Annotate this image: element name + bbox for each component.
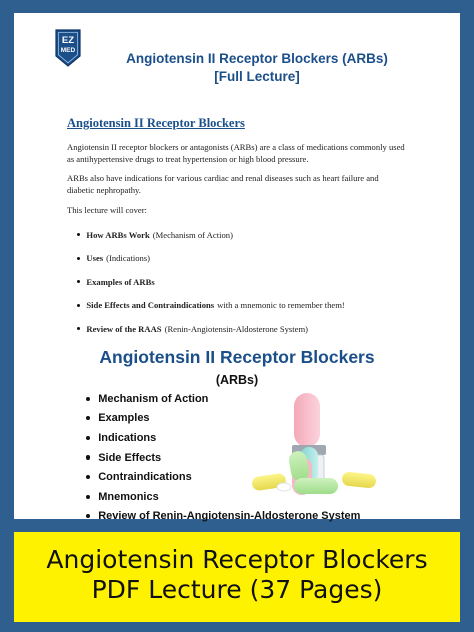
list-item-bold: How ARBs Work bbox=[86, 229, 150, 240]
list-item-bold: Uses bbox=[86, 253, 104, 264]
bullet-icon bbox=[77, 257, 80, 260]
bullet-icon bbox=[86, 455, 90, 459]
slide-item-label: Indications bbox=[98, 431, 157, 444]
bullet-icon bbox=[86, 436, 90, 440]
slide-title: Angiotensin II Receptor Blockers bbox=[99, 347, 375, 367]
list-item-text: (Mechanism of Action) bbox=[152, 229, 233, 240]
bullet-icon bbox=[77, 280, 80, 283]
slide-item bbox=[86, 507, 360, 527]
document-title bbox=[94, 50, 420, 86]
list-item bbox=[77, 247, 437, 271]
bullet-icon bbox=[86, 495, 90, 499]
bullet-icon bbox=[86, 397, 90, 401]
slide-item-label: Mechanism of Action bbox=[98, 392, 209, 405]
bullet-icon bbox=[86, 475, 90, 479]
bullet-icon bbox=[86, 514, 90, 518]
slide-item-label: Contraindications bbox=[98, 471, 192, 484]
coverage-intro: This lecture will cover: bbox=[67, 205, 147, 215]
list-item bbox=[77, 223, 437, 247]
slide-item-label: Review of Renin-Angiotensin-Aldosterone System bbox=[98, 510, 361, 523]
slide-item-label: Examples bbox=[98, 412, 150, 425]
bullet-icon bbox=[77, 327, 80, 330]
document-title-line1: Angiotensin II Receptor Blockers (ARBs) bbox=[126, 51, 388, 66]
list-item bbox=[77, 294, 437, 318]
list-item bbox=[77, 317, 437, 341]
banner-line1: Angiotensin Receptor Blockers bbox=[46, 545, 428, 574]
bullet-icon bbox=[86, 416, 90, 420]
section-heading: Angiotensin II Receptor Blockers bbox=[67, 116, 245, 130]
svg-text:MED: MED bbox=[60, 47, 76, 54]
promo-banner bbox=[14, 532, 460, 622]
bullet-icon bbox=[77, 304, 80, 307]
list-item-bold: Examples of ARBs bbox=[86, 276, 155, 287]
intro-paragraph: Angiotensin II receptor blockers or antagonists (ARBs) are a class of medications commonly used as antihypertensive drugs to treat hypertension or high blood pressure. bbox=[67, 142, 405, 164]
document-title-line2: [Full Lecture] bbox=[214, 69, 300, 84]
slide-item-label: Mnemonics bbox=[98, 490, 159, 503]
list-item-bold: Review of the RAAS bbox=[86, 323, 162, 334]
list-item-bold: Side Effects and Contraindications bbox=[86, 300, 215, 311]
list-item-text: with a mnemonic to remember them! bbox=[217, 300, 345, 311]
pills-illustration-icon bbox=[236, 385, 376, 503]
slide-item-label: Side Effects bbox=[98, 451, 162, 464]
svg-text:EZ: EZ bbox=[61, 35, 75, 46]
document-page bbox=[14, 13, 460, 523]
ezmed-logo-icon bbox=[55, 29, 81, 67]
bullet-icon bbox=[77, 233, 80, 236]
list-item-text: (Indications) bbox=[106, 253, 151, 264]
indications-paragraph: ARBs also have indications for various cardiac and renal diseases such as heart failure and diabetic nephropathy. bbox=[67, 173, 379, 195]
banner-line2: PDF Lecture (37 Pages) bbox=[91, 575, 383, 604]
slide-subtitle: (ARBs) bbox=[215, 373, 259, 387]
list-item bbox=[77, 270, 437, 294]
coverage-list bbox=[77, 223, 437, 341]
list-item-text: (Renin-Angiotensin-Aldosterone System) bbox=[164, 323, 309, 334]
